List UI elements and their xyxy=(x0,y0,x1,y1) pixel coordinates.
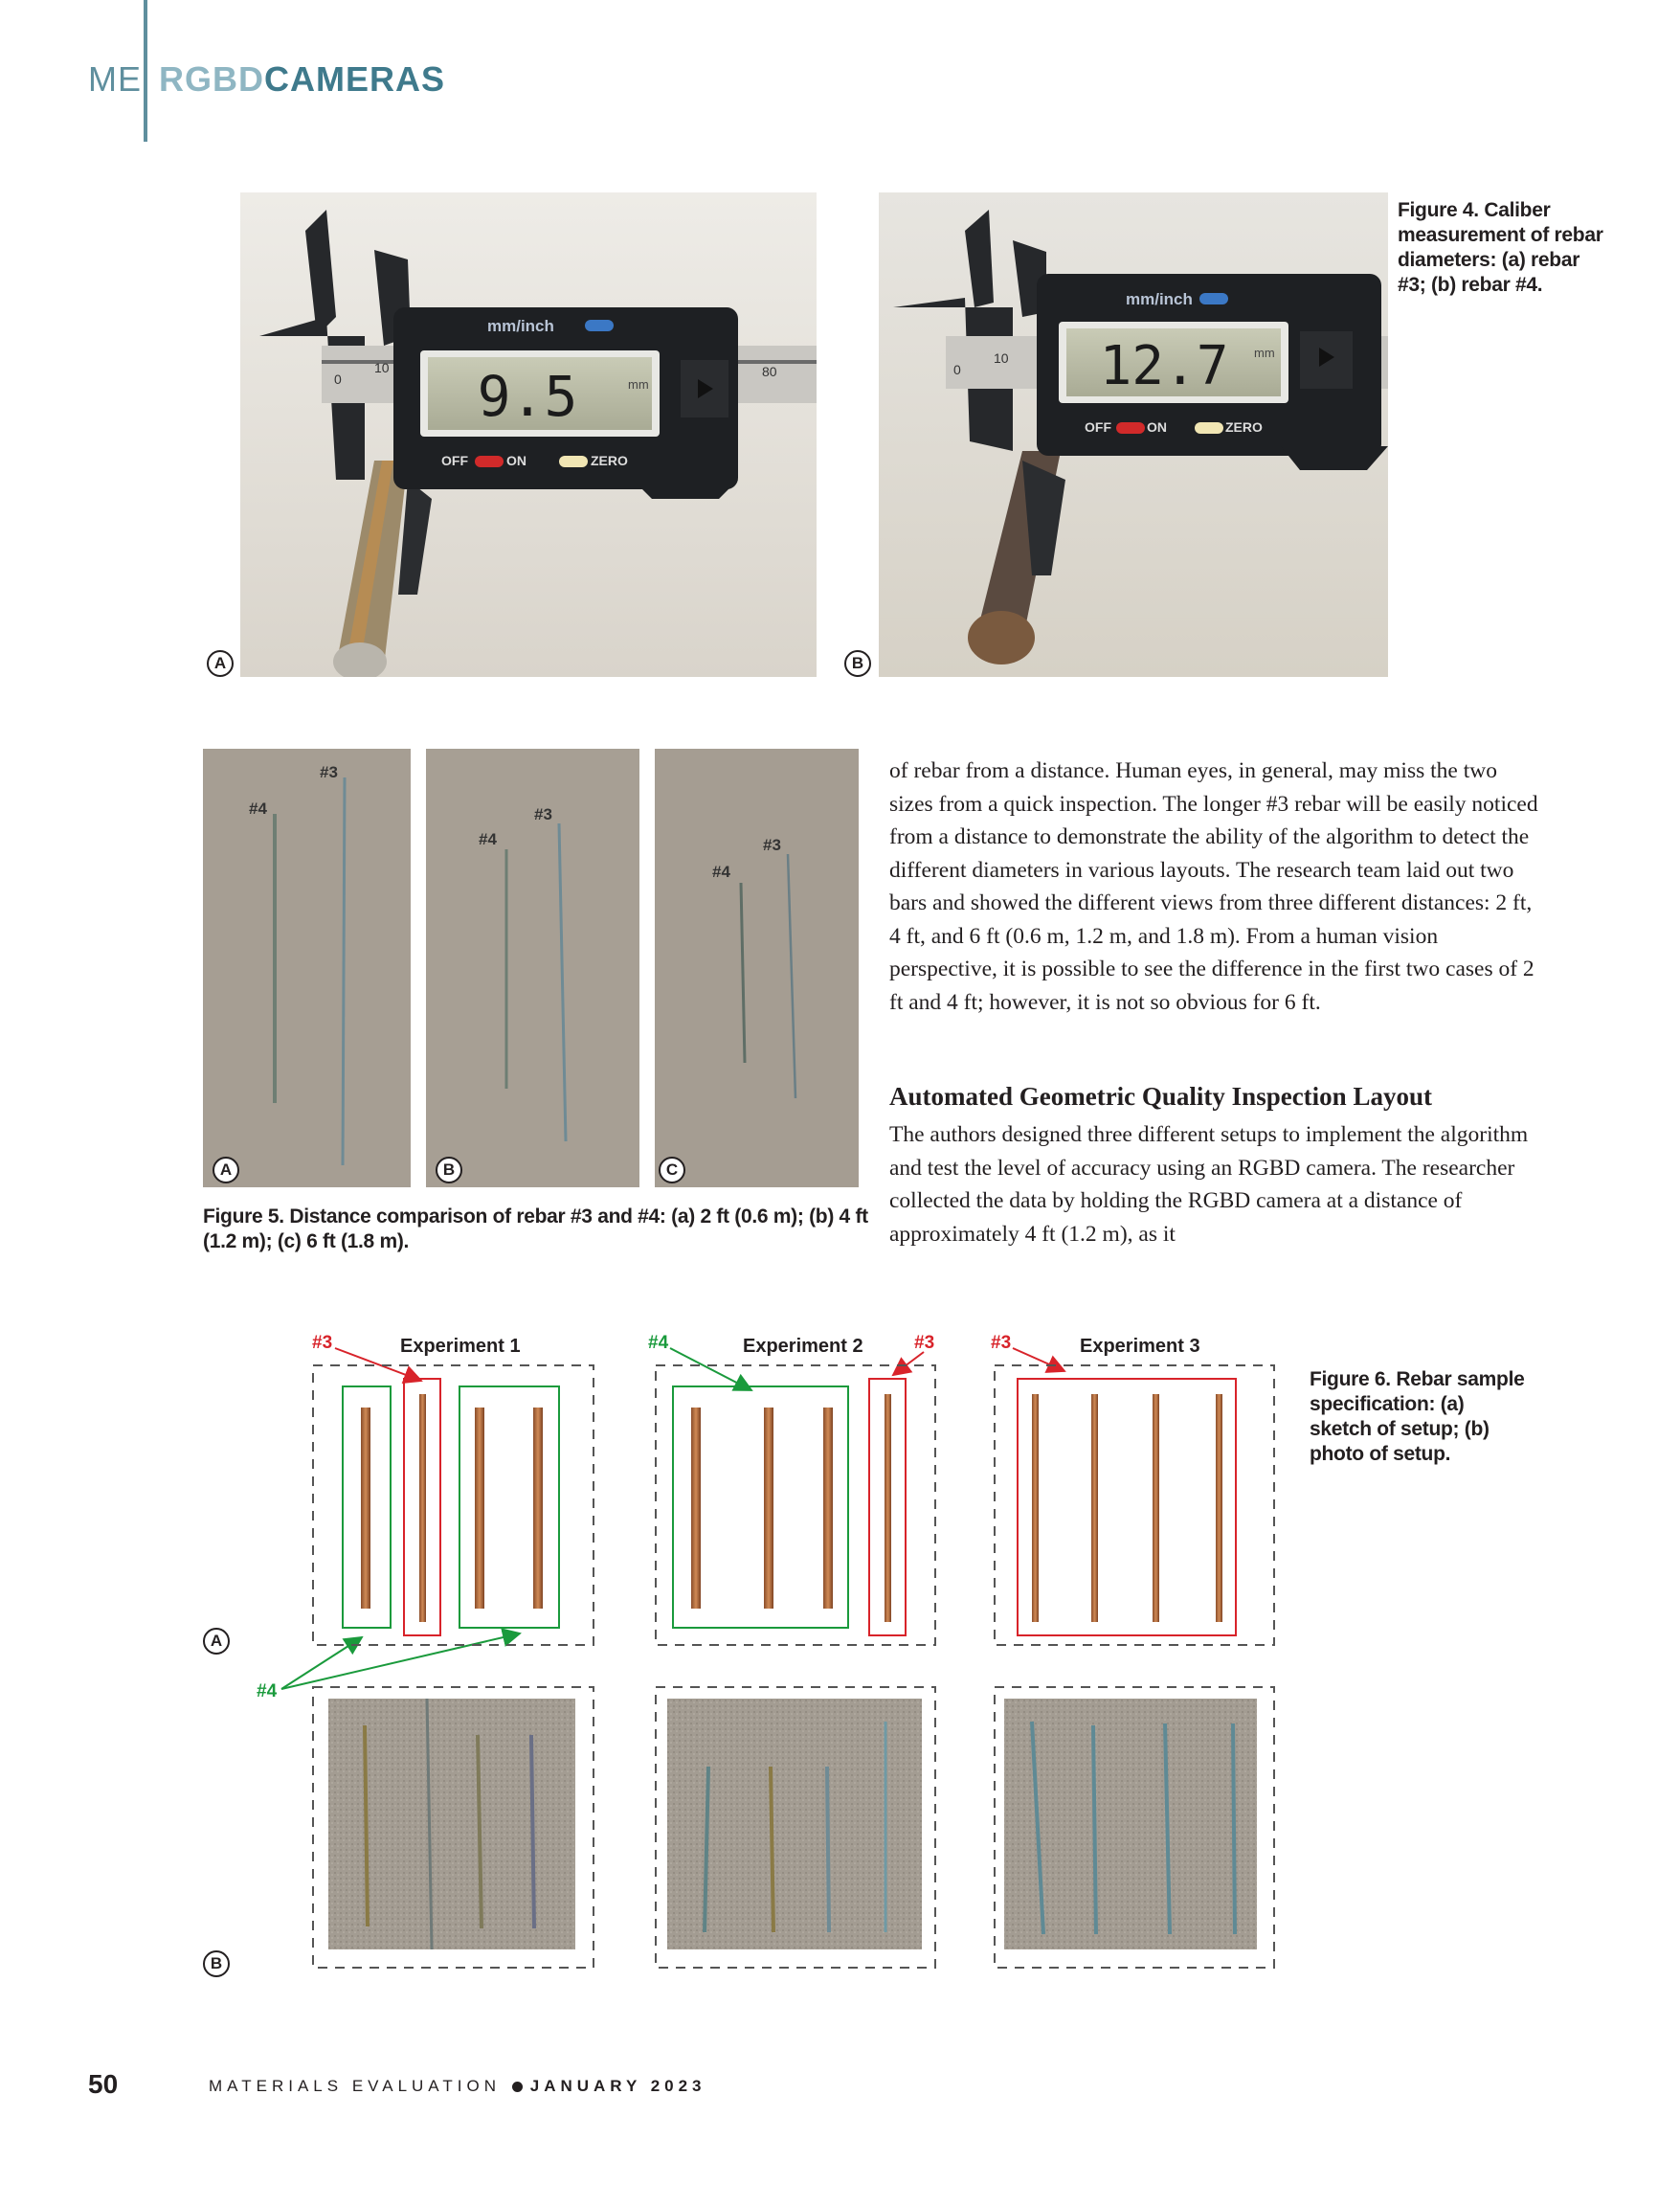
svg-text:80: 80 xyxy=(762,364,777,379)
page-number: 50 xyxy=(88,2069,119,2099)
svg-text:mm: mm xyxy=(1254,346,1275,360)
figure4-badge-b: B xyxy=(844,650,871,677)
svg-text:mm: mm xyxy=(628,377,649,392)
exp2-label-4: #4 xyxy=(648,1333,669,1353)
svg-text:ZERO: ZERO xyxy=(1225,419,1263,435)
svg-text:ZERO: ZERO xyxy=(591,453,628,468)
svg-text:ON: ON xyxy=(506,453,526,468)
header-rule xyxy=(144,0,147,142)
svg-text:#4: #4 xyxy=(249,800,267,818)
svg-text:0: 0 xyxy=(953,362,961,377)
caliper-unit-b: mm/inch xyxy=(1126,290,1193,308)
body-paragraph-1: of rebar from a distance. Human eyes, in general, may miss the two sizes from a quick inspection. The longer #3 rebar will be easily noticed from a distance to demonstrate the ability of the algorithm to detect the different diameters in various layouts. The research team laid out two bars and showed the different views from three different distances: 2 ft, 4 ft, and 6 ft (0.6 m, 1.2 m, and 1.8 m). From a human vision perspective, it is possible to see the difference in the first two cases of 2 ft and 4 ft; however, it is not so obvious for 6 ft. xyxy=(889,758,1538,1015)
figure5-photo-a xyxy=(203,749,411,1187)
section-subhead: Automated Geometric Quality Inspection Layout xyxy=(889,1082,1432,1111)
svg-text:0: 0 xyxy=(334,372,342,387)
figure4-photo-b xyxy=(879,192,1388,677)
figure4-badge-a: A xyxy=(207,650,234,677)
publication-footer: MATERIALS EVALUATION JANUARY 2023 xyxy=(209,2077,706,2095)
caliper-unit-a: mm/inch xyxy=(487,317,554,335)
figure5-badge-a: A xyxy=(213,1157,239,1183)
figure6-badge-b: B xyxy=(203,1950,230,1977)
caliper-reading-a: 9.5 xyxy=(477,364,578,429)
figure5-photo-c xyxy=(655,749,859,1187)
svg-text:10: 10 xyxy=(374,360,390,375)
experiment-1-title: Experiment 1 xyxy=(400,1336,521,1357)
svg-text:#4: #4 xyxy=(479,830,497,848)
section-label: ME xyxy=(88,59,142,99)
svg-text:#4: #4 xyxy=(712,863,730,881)
svg-text:#3: #3 xyxy=(534,805,552,823)
figure5-photo-b xyxy=(426,749,639,1187)
svg-text:10: 10 xyxy=(994,350,1009,366)
exp2-label-3: #3 xyxy=(914,1333,935,1353)
svg-text:OFF: OFF xyxy=(441,453,468,468)
section-title: RGBDCAMERAS xyxy=(159,59,446,99)
experiment-2-title: Experiment 2 xyxy=(743,1336,863,1357)
body-paragraph-2: The authors designed three different setups to implement the algorithm and test the level of accuracy using an RGBD camera. The researcher collected the data by holding the RGBD camera at a distance of approximately 4 ft (1.2 m), as it xyxy=(889,1122,1529,1247)
svg-text:ON: ON xyxy=(1147,419,1167,435)
svg-text:#3: #3 xyxy=(763,836,781,854)
exp1-label-3: #3 xyxy=(312,1333,333,1353)
figure5-badge-b: B xyxy=(436,1157,462,1183)
caliper-reading-b: 12.7 xyxy=(1099,335,1229,397)
figure4-photo-a xyxy=(240,192,817,677)
figure6-badge-a: A xyxy=(203,1628,230,1655)
svg-text:#3: #3 xyxy=(320,763,338,781)
figure5-badge-c: C xyxy=(659,1157,685,1183)
figure6-caption: Figure 6. Rebar sample specification: (a) sketch of setup; (b) photo of setup. xyxy=(1310,1368,1525,1465)
figure4-caption: Figure 4. Caliber measurement of rebar diameters: (a) rebar #3; (b) rebar #4. xyxy=(1398,199,1603,296)
figure5-caption: Figure 5. Distance comparison of rebar #3 and #4: (a) 2 ft (0.6 m); (b) 4 ft (1.2 m); (c) 6 ft (1.8 m). xyxy=(203,1205,868,1252)
exp1-label-4: #4 xyxy=(257,1681,278,1701)
svg-text:OFF: OFF xyxy=(1085,419,1111,435)
exp3-label-3: #3 xyxy=(991,1333,1012,1353)
experiment-3-title: Experiment 3 xyxy=(1080,1336,1200,1357)
